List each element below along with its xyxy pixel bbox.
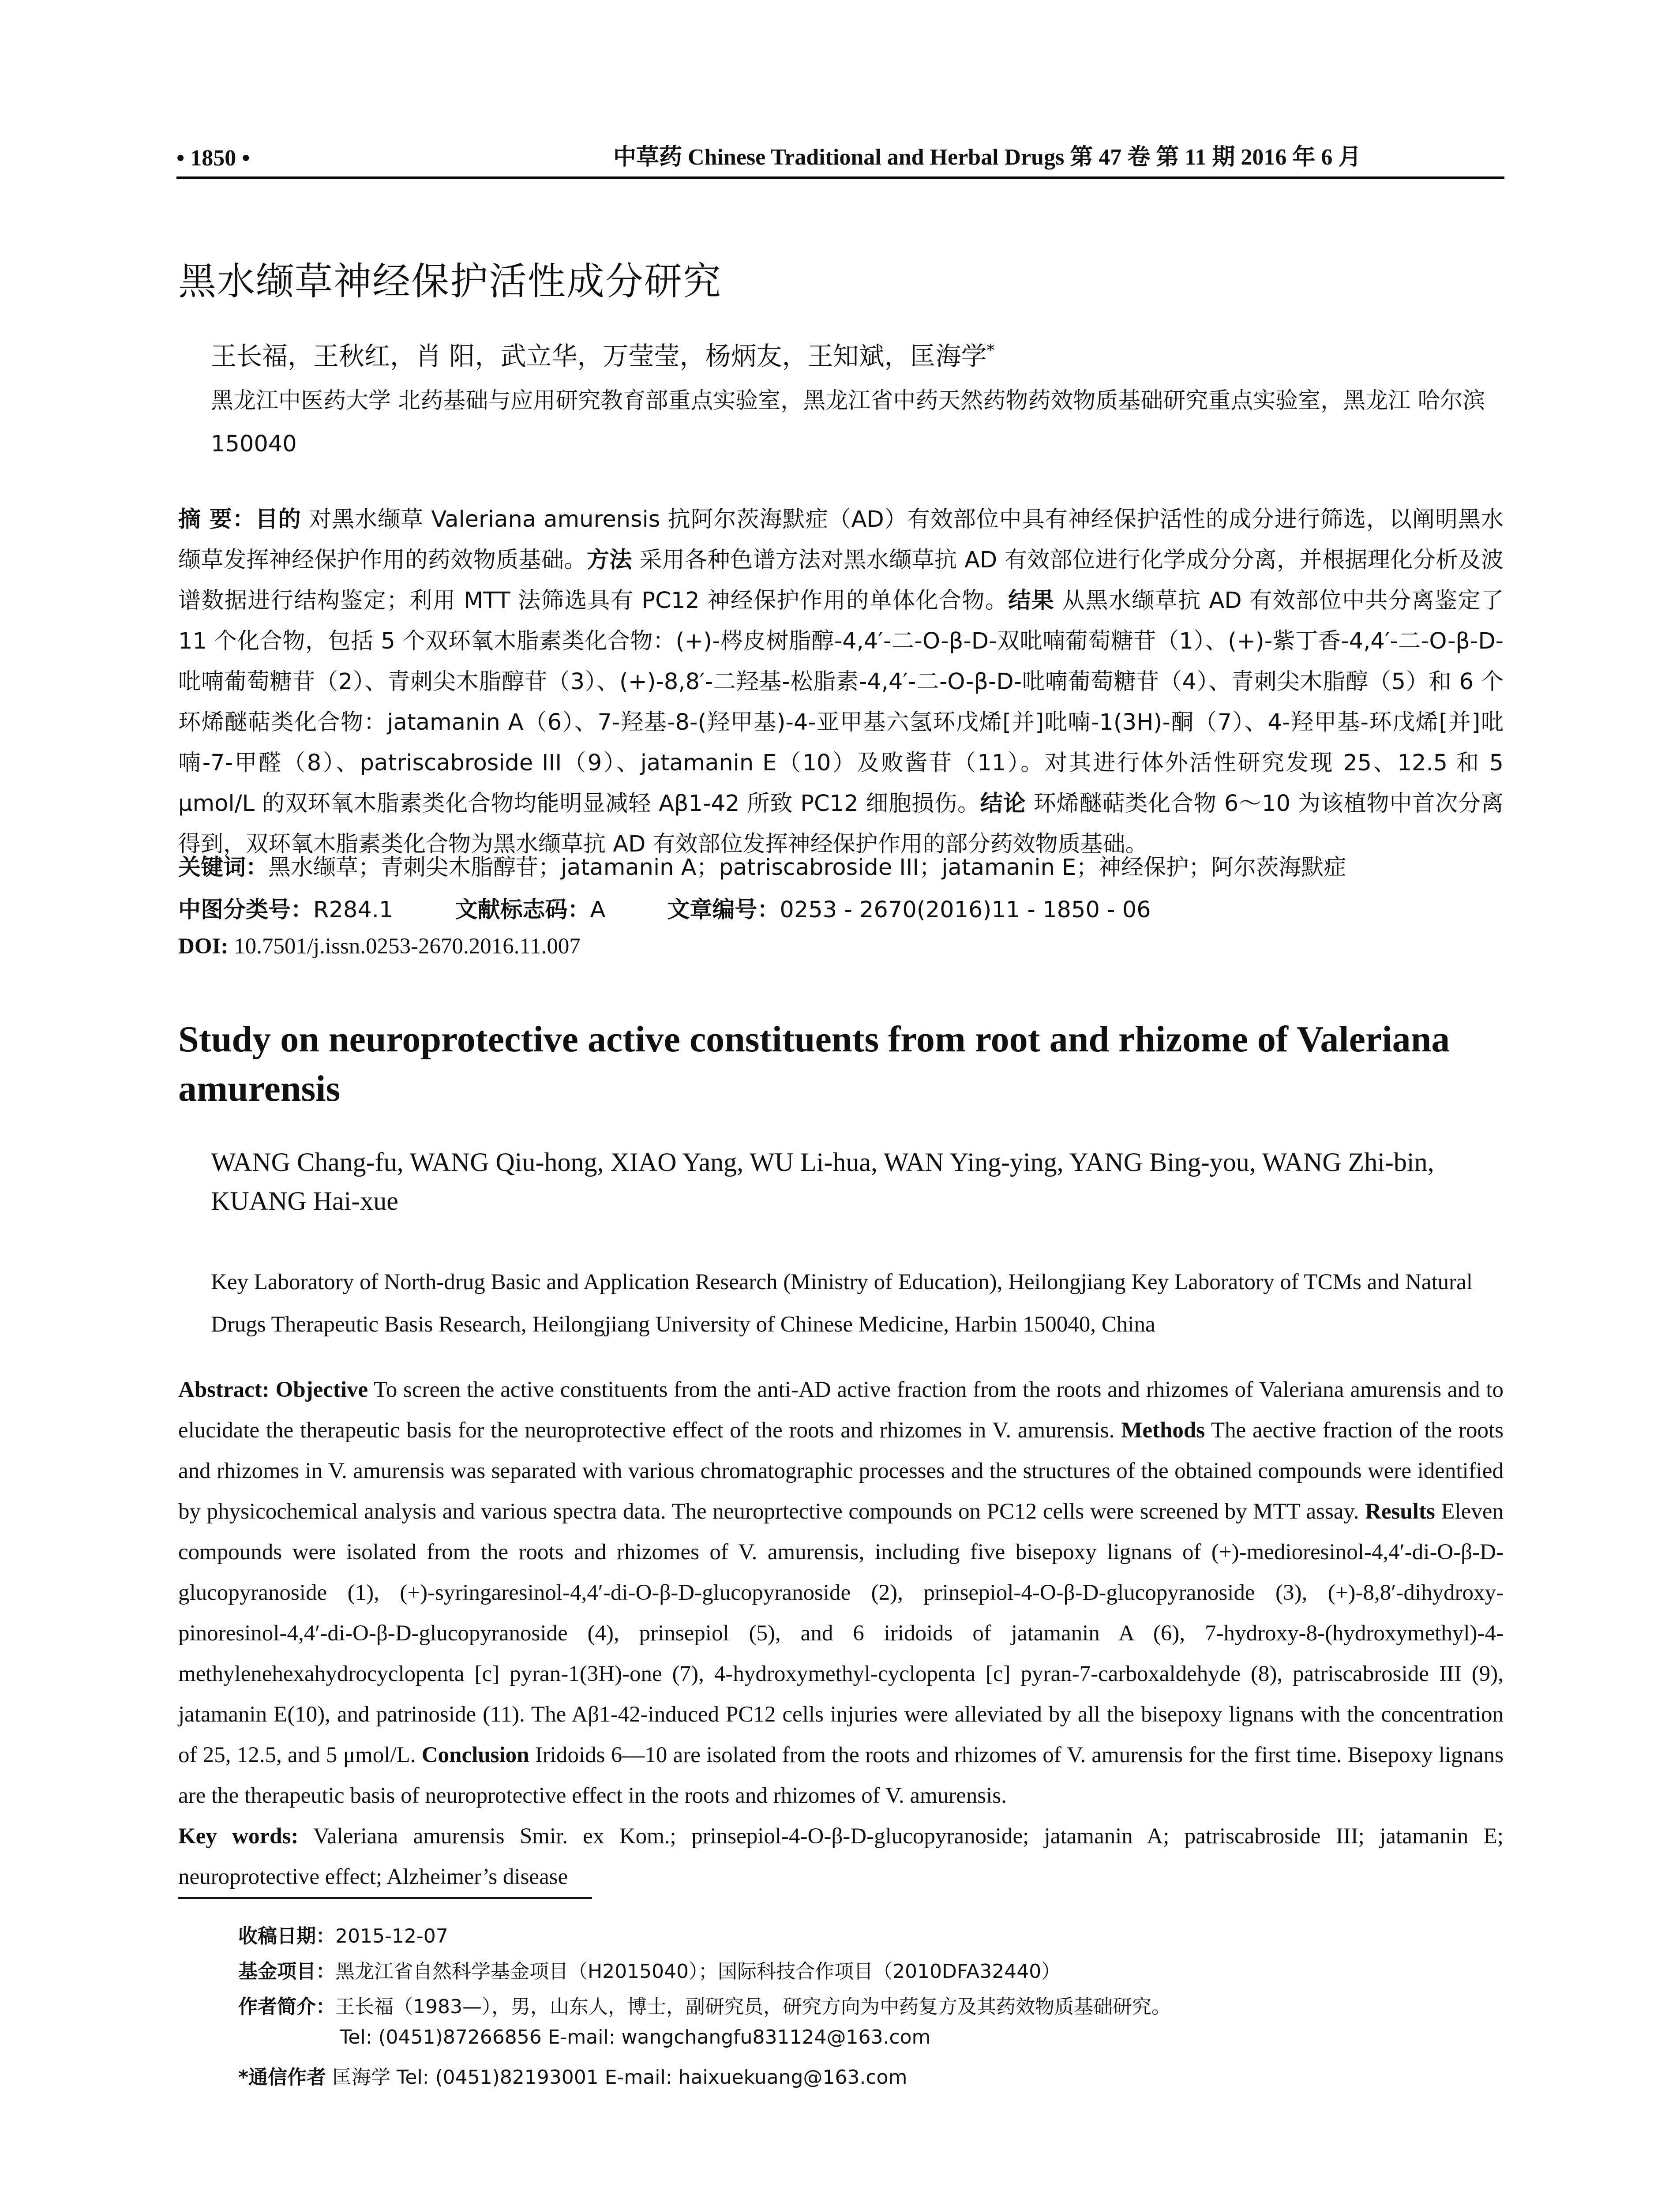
journal-info: 中草药 Chinese Traditional and Herbal Drugs 第 47 卷 第 11 期 2016 年 6 月: [613, 145, 1361, 170]
en-keywords-text: Valeriana amurensis Smir. ex Kom.; prinsepiol-4-O-β-D-glucopyranoside; jatamanin A; patriscabroside III; jatamanin E; neuroprotective effect; Alzheimer’s disease: [178, 1824, 1504, 1889]
doccode-label: 文献标志码：: [455, 897, 590, 923]
corresponding-text: 匡海学 Tel: (0451)82193001 E-mail: haixuekuang@163.com: [332, 2066, 908, 2089]
english-abstract: [178, 1369, 1504, 1897]
objective-text: 对黑水缬草 Valeriana amurensis 抗阿尔茨海默症（AD）有效部位中具有神经保护活性的成分进行筛选，以阐明黑水缬草发挥神经保护作用的药效物质基础。: [178, 506, 1504, 573]
footnote-corresponding: [238, 2061, 907, 2090]
keywords-text: 黑水缬草；青刺尖木脂醇苷；jatamanin A；patriscabroside III；jatamanin E；神经保护；阿尔茨海默症: [268, 855, 1346, 881]
fund-label: 基金项目：: [238, 1960, 335, 1983]
english-affiliation: Key Laboratory of North-drug Basic and Application Research (Ministry of Education), Heilongjiang Key Laboratory of TCMs and Natural Drugs Therapeutic Basis Research, Heilongjiang University of Chinese Medicine, Harbin 150040, China: [211, 1270, 1473, 1337]
doi-label: DOI:: [178, 934, 229, 959]
chinese-author-list: 王长福，王秋红，肖 阳，武立华，万莹莹，杨炳友，王知斌，匡海学: [211, 341, 987, 371]
en-objective-text: To screen the active constituents from the anti-AD active fraction from the roots and rhizomes of Valeriana amurensis and to elucidate the therapeutic basis for the neuroprotective effect of the roots and rhizomes in V. amurensis.: [178, 1377, 1504, 1443]
doi-line: [178, 934, 581, 959]
chinese-authors: [211, 335, 994, 372]
chinese-title: 黑水缬草神经保护活性成分研究: [178, 259, 722, 304]
doccode-value: A: [590, 897, 606, 923]
conclusion-label: 结论: [980, 791, 1026, 817]
bio-text: 王长福（1983—），男，山东人，博士，副研究员，研究方向为中药复方及其药效物质基础研究。: [335, 1996, 1171, 2018]
results-text: 从黑水缬草抗 AD 有效部位中共分离鉴定了 11 个化合物，包括 5 个双环氧木脂素类化合物：(+)-梣皮树脂醇-4,4′-二-O-β-D-双吡喃葡萄糖苷（1）、(+)-紫丁香-4,4′-二-O-β-D-吡喃葡萄糖苷（2）、青刺尖木脂醇苷（3）、(+)-8,8′-二羟基-松脂素-4,4′-二-O-β-D-吡喃葡萄糖苷（4）、青刺尖木脂醇（5）和 6 个环烯醚萜类化合物：jatamanin A（6）、7-羟基-8-(羟甲基)-4-亚甲基六氢环戊烯[并]吡喃-1(3H)-酮（7）、4-羟甲基-环戊烯[并]吡喃-7-甲醛（8）、patriscabroside III（9）、jatamanin E（10）及败酱苷（11）。对其进行体外活性研究发现 25、12.5 和 5 μmol/L 的双环氧木脂素类化合物均能明显减轻 Aβ1-42 所致 PC12 细胞损伤。: [178, 588, 1504, 817]
fund-text: 黑龙江省自然科学基金项目（H2015040）；国际科技合作项目（2010DFA32440）: [335, 1960, 1061, 1983]
objective-label: 目的: [255, 506, 301, 533]
corresponding-label: *通信作者: [238, 2066, 326, 2089]
received-date: 2015-12-07: [335, 1925, 448, 1947]
en-keywords-label: Key words:: [178, 1824, 299, 1849]
en-methods-text: The aective fraction of the roots and rhizomes in V. amurensis was separated with various chromatographic processes and the structures of the obtained compounds were identified by physicochemical analysis and various spectra data. The neuroprtective compounds on PC12 cells were screened by MTT assay.: [178, 1418, 1504, 1524]
en-objective-label: Objective: [275, 1377, 368, 1402]
clc-value: R284.1: [313, 897, 394, 923]
en-conclusion-label: Conclusion: [421, 1743, 529, 1767]
methods-text: 采用各种色谱方法对黑水缬草抗 AD 有效部位进行化学成分分离，并根据理化分析及波谱数据进行结构鉴定；利用 MTT 法筛选具有 PC12 神经保护作用的单体化合物。: [178, 547, 1504, 614]
en-abstract-label: Abstract:: [178, 1377, 270, 1402]
en-methods-label: Methods: [1121, 1418, 1205, 1443]
abstract-label: 摘 要：: [178, 506, 255, 533]
en-results-label: Results: [1365, 1499, 1435, 1524]
footnote-author-bio: [238, 1991, 1171, 2019]
article-no-value: 0253 - 2670(2016)11 - 1850 - 06: [780, 897, 1151, 923]
classification-line: [178, 891, 1151, 924]
methods-label: 方法: [586, 547, 632, 573]
chinese-affiliation: 黑龙江中医药大学 北药基础与应用研究教育部重点实验室，黑龙江省中药天然药物药效物质基础研究重点实验室，黑龙江 哈尔滨 150040: [211, 388, 1485, 457]
received-label: 收稿日期：: [238, 1925, 335, 1947]
footnote-rule: [178, 1897, 592, 1899]
page-number: • 1850 •: [176, 146, 250, 171]
chinese-keywords: [178, 849, 1346, 882]
clc-label: 中图分类号：: [178, 897, 314, 923]
article-no-label: 文章编号：: [667, 897, 780, 923]
footnote-author-contact: Tel: (0451)87266856 E-mail: wangchangfu831124@163.com: [340, 2026, 931, 2048]
en-conclusion-text: Iridoids 6—10 are isolated from the roots and rhizomes of V. amurensis for the first time. Bisepoxy lignans are the therapeutic basis of neuroprotective effect in the roots and rhizomes of V. amurensis.: [178, 1743, 1504, 1808]
footnote-received: [238, 1920, 448, 1948]
corresponding-mark: *: [986, 341, 995, 360]
bio-label: 作者简介：: [238, 1996, 335, 2018]
conclusion-text: 环烯醚萜类化合物 6～10 为该植物中首次分离得到，双环氧木脂素类化合物为黑水缬草抗 AD 有效部位发挥神经保护作用的部分药效物质基础。: [178, 791, 1504, 857]
english-authors: WANG Chang-fu, WANG Qiu-hong, XIAO Yang, WU Li-hua, WAN Ying-ying, YANG Bing-you, WANG Zhi-bin, KUANG Hai-xue: [211, 1148, 1434, 1216]
results-label: 结果: [1008, 588, 1055, 614]
english-title: Study on neuroprotective active constituents from root and rhizome of Valeriana amurensis: [178, 1019, 1450, 1109]
running-header: [176, 141, 1504, 179]
en-results-text: Eleven compounds were isolated from the roots and rhizomes of V. amurensis, including five bisepoxy lignans of (+)-medioresinol-4,4′-di-O-β-D-glucopyranoside (1), (+)-syringaresinol-4,4′-di-O-β-D-glucopyranoside (2), prinsepiol-4-O-β-D-glucopyranoside (3), (+)-8,8′-dihydroxy-pinoresinol-4,4′-di-O-β-D-glucopyranoside (4), prinsepiol (5), and 6 iridoids of jatamanin A (6), 7-hydroxy-8-(hydroxymethyl)-4-methylenehexahydrocyclopenta [c] pyran-1(3H)-one (7), 4-hydroxymethyl-cyclopenta [c] pyran-7-carboxaldehyde (8), patriscabroside III (9), jatamanin E(10), and patrinoside (11). The Aβ1-42-induced PC12 cells injuries were alleviated by all the bisepoxy lignans with the concentration of 25, 12.5, and 5 μmol/L.: [178, 1499, 1504, 1767]
chinese-abstract: [178, 499, 1504, 865]
footnote-fund: [238, 1955, 1061, 1984]
doi-link[interactable]: 10.7501/j.issn.0253-2670.2016.11.007: [234, 934, 581, 959]
keywords-label: 关键词：: [178, 855, 269, 881]
